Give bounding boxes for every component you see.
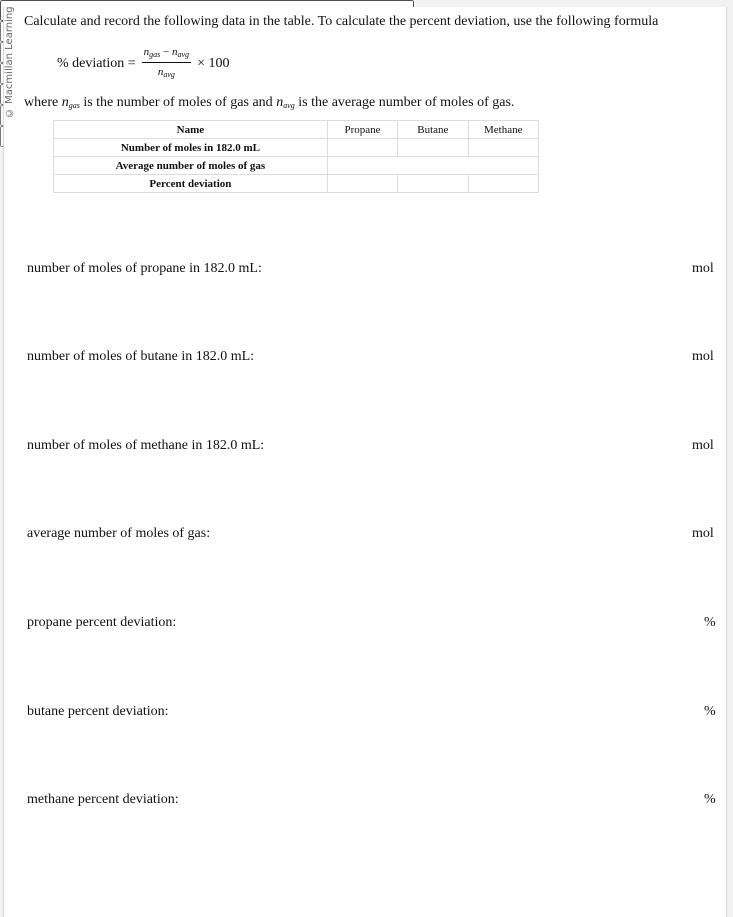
- average-moles-row: [27, 517, 210, 550]
- butane-moles-row: [27, 340, 254, 373]
- row-label: Number of moles in 182.0 mL: [54, 139, 328, 157]
- field-label: number of moles of butane in 182.0 mL:: [27, 348, 255, 364]
- field-label: average number of moles of gas:: [27, 525, 211, 541]
- table-cell: [398, 175, 468, 193]
- formula-fraction: [142, 46, 191, 82]
- unit-label: %: [704, 615, 716, 630]
- table-header-butane: Butane: [398, 121, 468, 139]
- unit-label: %: [704, 792, 716, 807]
- unit-label: mol: [692, 349, 714, 364]
- formula-multiplier: × 100: [197, 56, 230, 71]
- table-row: [54, 175, 539, 193]
- unit-label: mol: [692, 261, 714, 276]
- percent-deviation-formula: [57, 44, 229, 84]
- table-header-propane: Propane: [327, 121, 397, 139]
- formula-denominator: $n_{avg}$: [157, 66, 175, 79]
- field-label: number of moles of propane in 182.0 mL:: [27, 260, 262, 276]
- field-label: butane percent deviation:: [27, 703, 169, 719]
- table-row: [54, 139, 539, 157]
- field-label: propane percent deviation:: [27, 614, 177, 630]
- methane-deviation-row: [27, 783, 179, 816]
- table-cell: [398, 139, 468, 157]
- table-cell-merged: [327, 157, 538, 175]
- table-header-name: Name: [54, 121, 328, 139]
- unit-label: %: [704, 704, 716, 719]
- unit-label: mol: [692, 526, 714, 541]
- table-row: [54, 157, 539, 175]
- propane-moles-row: [27, 252, 262, 285]
- row-label: Average number of moles of gas: [54, 157, 328, 175]
- table-header-methane: Methane: [468, 121, 538, 139]
- field-label: methane percent deviation:: [27, 791, 179, 807]
- methane-moles-row: [27, 429, 264, 462]
- table-cell: [468, 139, 538, 157]
- unit-label: mol: [692, 438, 714, 453]
- butane-deviation-row: [27, 695, 169, 728]
- table-cell: [327, 139, 397, 157]
- row-label: Percent deviation: [54, 175, 328, 193]
- formula-numerator: $n_{gas} - n_{avg}$: [142, 46, 191, 63]
- propane-deviation-row: [27, 606, 176, 639]
- instructions-text: Calculate and record the following data in the table. To calculate the percent deviation, use the following formula: [24, 14, 659, 29]
- field-label: number of moles of methane in 182.0 mL:: [27, 437, 265, 453]
- table-cell: [468, 175, 538, 193]
- formula-lhs: % deviation =: [57, 56, 136, 71]
- copyright-notice: © Macmillan Learning: [4, 6, 15, 118]
- variable-definitions: where $n_{gas}$ is the number of moles of gas and $n_{avg}$ is the average number of moles of gas.: [24, 95, 515, 110]
- table-header-row: [54, 121, 539, 139]
- data-table: [53, 120, 539, 193]
- table-cell: [327, 175, 397, 193]
